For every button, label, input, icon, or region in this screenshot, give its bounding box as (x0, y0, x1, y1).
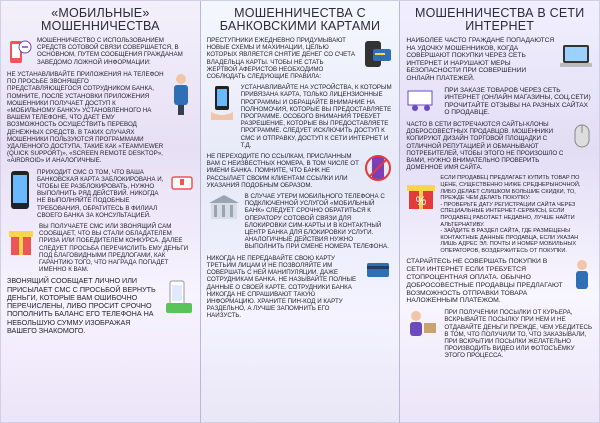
paragraph-block (406, 87, 593, 117)
row (7, 277, 194, 334)
percent-badge: % (416, 194, 427, 209)
paragraph-block (406, 175, 593, 254)
gift-percent-icon (406, 175, 436, 215)
reviews-text: ПРИ ЗАКАЗЕ ТОВАРОВ ЧЕРЕЗ СЕТЬ ИНТЕРНЕТ (ОНЛАЙН МАГАЗИНЫ, СОЦ.СЕТИ) ПРОЧИТАЙТЕ ОТЗЫВЫ НА РАЗНЫХ САЙТАХ О ПРОДАВЦЕ. (444, 86, 591, 117)
laptop-icon (559, 37, 593, 77)
paragraph-block (406, 121, 593, 171)
lock-card-icon (170, 169, 194, 193)
paragraph-block (207, 255, 394, 320)
credit-card-icon (363, 255, 393, 285)
courier-text: ПРИ ПОЛУЧЕНИИ ПОСЫЛКИ ОТ КУРЬЕРА, ВСКРЫВАЙТЕ ПОСЫЛКУ ПРИ НЕМ И НЕ ОТДАВАЙТЕ ДЕНЬГИ ПРЕЖДЕ, ЧЕМ УБЕДИТЕСЬ В ТОМ, ЧТО ПОЛУЧИЛИ ТО, ЧТО ЗАКАЗЫВАЛИ, ПРИ ВСКРЫТИИ ПОСЫЛКИ ЖЕЛАТЕЛЬНО ПРОИЗВОДИТЬ ВИДЕО ИЛИ ФОТОСЪЁМКУ ЭТОГО ПРОЦЕССА. (444, 309, 593, 360)
bank-icon (207, 193, 241, 223)
column-title: МОШЕННИЧЕСТВА С БАНКОВСКИМИ КАРТАМИ (219, 6, 381, 33)
shopping-cart-icon (406, 87, 440, 113)
card-blocked-text: ПРИХОДИТ СМС О ТОМ, ЧТО ВАША БАНКОВСКАЯ КАРТА ЗАБЛОКИРОВАНА И, ЧТОБЫ ЕЕ РАЗБЛОКИРОВАТЬ, НУЖНО ВЫПОЛНИТЬ РЯД ДЕЙСТВИЙ. НИКОГДА НЕ ВЫПОЛНЯЙТЕ ПОДОБНЫЕ ТРЕБОВАНИЯ, ОБРАТИТЕСЬ В ФИЛИАЛ СВОЕГО БАНКА ЗА КОНСУЛЬТАЦИЕЙ. (37, 168, 164, 219)
row (7, 37, 194, 67)
column-title: МОШЕННИЧЕСТВА В СЕТИ ИНТЕРНЕТ (414, 6, 585, 33)
prize-text: ВЫ ПОЛУЧАЕТЕ СМС ИЛИ ЗВОНЯЩИЙ САМ СООБЩАЕТ, ЧТО ВЫ СТАЛИ ОБЛАДАТЕЛЕМ ПРИЗА ИЛИ ПОБЕДИТЕЛЕМ КОНКУРСА. ДАЛЕЕ СЛЕДУЕТ ПРОСЬБА ПЕРЕЧИСЛИТЬ ЕМУ ДЕНЬГИ ПОД БЛАГОВИДНЫМИ ПРЕДЛОГАМИ, КАК ГАРАНТИЮ ТОГО, ЧТО НАГРАДА ПОПАДЕТ ИМЕННО К ВАМ. (39, 223, 189, 274)
paragraph-block (7, 277, 194, 334)
paragraph-block (207, 193, 394, 251)
low-price-text: ЕСЛИ ПРОДАВЕЦ ПРЕДЛАГАЕТ КУПИТЬ ТОВАР ПО ЦЕНЕ, СУЩЕСТВЕННО НИЖЕ СРЕДНЕРЫНОЧНОЙ, ЛИБО ДЕЛАЕТ СЛИШКОМ БОЛЬШИЕ СКИДКИ, ТО, ПРЕЖДЕ ЧЕМ ДЕЛАТЬ ПОКУПКУ: (440, 175, 581, 202)
card-icon (359, 37, 393, 71)
column-title: «МОБИЛЬНЫЕ» МОШЕННИЧЕСТВА (40, 6, 160, 33)
row (406, 309, 593, 359)
prepayment-text: СТАРАЙТЕСЬ НЕ СОВЕРШАТЬ ПОКУПКИ В СЕТИ ИНТЕРНЕТ ЕСЛИ ТРЕБУЕТСЯ СТОПРОЦЕНТНАЯ ОПЛАТА. ОБЫЧНО ДОБРОСОВЕСТНЫЕ ПРОДАВЦЫ ПРЕДЛАГАЮТ ВОЗМОЖНОСТЬ ОТПРАВКИ ТОВАРА НАЛОЖЕННЫМ ПЛАТЕЖОМ. (406, 258, 563, 305)
paragraph-block (7, 37, 194, 67)
phone-hand-icon (207, 84, 237, 124)
licensed-apps-text: УСТАНАВЛИВАЙТЕ НА УСТРОЙСТВА, К КОТОРЫМ ПРИВЯЗАНА КАРТА, ТОЛЬКО ЛИЦЕНЗИОННЫЕ ПРОГРАММЫ И ОБРАЩАЙТЕ ВНИМАНИЕ НА ПОЛНОМОЧИЯ, КОТОРЫЕ ВЫ ПРЕДОСТАВЛЯЕТЕ ПРОГРАММЕ. ОСОБОГО ВНИМАНИЯ ТРЕБУЕТ РАЗРЕШЕНИЕ, КОТОРЫЕ ВЫ ПРЕДОСТАВЛЯЕТЕ ПРОГРАММЕ. СЛЕДУЕТ ИСКЛЮЧИТЬ ДОСТУП К СМС И ОТПРАВКУ, ДОСТУП К СЕТИ ИНТЕРНЕТ И Т.Д. (240, 84, 392, 149)
check-registration-text: - ПРОВЕРЬТЕ ДАТУ РЕГИСТРАЦИИ САЙТА ЧЕРЕЗ СПЕЦИАЛЬНЫЕ ИНТЕРНЕТ-СЕРВИСЫ, ЕСЛИ ПРОДАВЕЦ РАБОТАЕТ НЕДАВНО, ЛУЧШЕ НАЙТИ АЛЬТЕРНАТИВУ. (440, 201, 576, 228)
hand-money-icon (164, 277, 194, 317)
row (406, 258, 593, 305)
row (207, 84, 394, 149)
clone-sites-text: ЧАСТО В СЕТИ ВСТРЕЧАЮТСЯ САЙТЫ-КЛОНЫ ДОБРОСОВЕСТНЫХ ПРОДАВЦОВ. МОШЕННИКИ КОПИРУЮТ ДИЗАЙН ТОРГОВОЙ ПЛОЩАДКИ С ОТЛИЧНОЙ РЕПУТАЦИЕЙ И ОБМАНЫВАЮТ ПОТРЕБИТЕЛЕЙ, ЧТОБЫ ЭТОГО НЕ ПРОИЗОШЛО С ВАМИ, НУЖНО ВНИМАТЕЛЬНО ПРОВЕРИТЬ ДОМЕННОЕ ИМЯ САЙТА. (406, 120, 564, 172)
row (406, 121, 593, 171)
bank-worker-icon (168, 71, 194, 117)
card-third-parties-text: НИКОГДА НЕ ПЕРЕДАВАЙТЕ СВОЮ КАРТУ ТРЕТЬИМ ЛИЦАМ И НЕ ПОЗВОЛЯЙТЕ ИМ СОВЕРШАТЬ С НЕЙ МАНИПУЛЯЦИИ. ДАЖЕ СОТРУДНИКАМ БАНКА. НЕ НАЗЫВАЙТЕ ПОЛНЫЕ ДАННЫЕ О СВОЕЙ КАРТЕ. СОТРУДНИКИ БАНКА НИКОГДА НЕ СПРАШИВАЮТ ТАКУЮ ИНФОРМАЦИЮ. ХРАНИТЕ ПИН-КОД И КАРТУ РАЗДЕЛЬНО, А ЛУЧШЕ ЗАПОМНИТЬ ЕГО НАИЗУСТЬ. (206, 254, 357, 320)
person-icon (571, 258, 593, 292)
paragraph-block (207, 37, 394, 80)
paragraph-block (7, 223, 194, 273)
row (406, 87, 593, 117)
apps-warning-text: НЕ УСТАНАВЛИВАЙТЕ ПРИЛОЖЕНИЯ НА ТЕЛЕФОН ПО ПРОСЬБЕ ЗВОНЯЩЕГО ПРЕДСТАВЛЯЮЩЕГОСЯ СОТРУДНИКОМ БАНКА, ПОМНИТЕ, ПОСЛЕ УСТАНОВКИ ПРИЛОЖЕНИЯ МОШЕННИКИ ПОЛУЧАЕТ ДОСТУП К «МОБИЛЬНОМУ БАНКУ» УСТАНОВЛЕННОГО НА ВАШЕМ ТЕЛЕФОНЕ, ЧТО ДАЕТ ЕМУ ВОЗМОЖНОСТЬ ОСУЩЕСТВИТЬ ПЕРЕВОД ДЕНЕЖНЫХ СРЕДСТВ. В ТАКИХ СЛУЧАЯХ МОШЕННИКИ ПОЛЬЗУЮТСЯ ПРОГРАММАМИ УДАЛЕННОГО ДОСТУПА, ТАКИЕ КАК «TEAMVIEWER (QUICK SUPPORT)», «SCREEN REMOTE DESKTOP», «AIRDROID» И АНАЛОГИЧНЫЕ. (7, 71, 164, 165)
column-mobile-fraud (1, 1, 201, 422)
row (207, 37, 394, 80)
row (7, 169, 194, 219)
links-warning-text: НЕ ПЕРЕХОДИТЕ ПО ССЫЛКАМ, ПРИСЛАННЫМ ВАМ С НЕИЗВЕСТНЫХ НОМЕРА, В ТОМ ЧИСЛЕ ОТ ИМЕНИ БАНКА. ПОМНИТЕ, ЧТО БАНК НЕ РАССЫЛАЕТ СВОИМ КЛИЕНТАМ ССЫЛКИ ИЛИ УКАЗАНИЯ ПОДОБНЫМ ОБРАЗОМ. (206, 153, 359, 189)
rules-intro-text: ПРЕСТУПНИКИ ЕЖЕДНЕВНО ПРИДУМЫВАЮТ НОВЫЕ СХЕМЫ И МАХИНАЦИИ, ЦЕЛЬЮ КОТОРЫХ ЯВЛЯЕТСЯ СНЯТИЕ ДЕНЕГ СО СЧЕТА ВЛАДЕЛЬЦА КАРТЫ. ЧТОБЫ НЕ СТАТЬ ЖЕРТВОЙ АФЕРИСТОВ НЕОБХОДИМО СОБЛЮДАТЬ СЛЕДУЮЩИЕ ПРАВИЛА: (206, 37, 355, 81)
paragraph-block (207, 153, 394, 189)
paragraph-block (406, 37, 593, 83)
row (7, 71, 194, 165)
gift-icon (7, 223, 35, 259)
row (207, 153, 394, 189)
column-card-fraud (201, 1, 401, 422)
row (406, 175, 593, 254)
check-contacts-text: - ЗАЙДИТЕ В РАЗДЕЛ САЙТА, ГДЕ РАЗМЕЩЕНЫ КОНТАКТНЫЕ ДАННЫЕ ПРОДАВЦА, ЕСЛИ УКАЗАН ЛИШЬ АДРЕС ЭЛ. ПОЧТЫ И НОМЕР МОБИЛЬНЫХ ОПЕРАТОРОВ, ВОЗДЕРЖИТЕСЬ ОТ ПОКУПКИ. (440, 228, 579, 254)
column-internet-fraud (400, 1, 599, 422)
no-phone-icon (363, 153, 393, 185)
row (207, 193, 394, 251)
smartphone-icon (7, 169, 33, 211)
row (406, 37, 593, 83)
paragraph-block (7, 169, 194, 219)
intro-text: МОШЕННИЧЕСТВО С ИСПОЛЬЗОВАНИЕМ СРЕДСТВ СОТОВОЙ СВЯЗИ СОВЕРШАЕТСЯ, В ОСНОВНОМ, ПУТЕМ СООБЩЕНИЯ ГРАЖДАНАМ ЗАВЕДОМО ЛОЖНОЙ ИНФОРМАЦИИ: (37, 37, 183, 66)
paragraph-block (7, 71, 194, 165)
phone-call-icon (7, 37, 33, 67)
paragraph-block (207, 84, 394, 149)
delivery-icon (406, 309, 440, 339)
paragraph-block (406, 309, 593, 359)
mouse-icon (571, 121, 593, 151)
return-money-text: ЗВОНЯЩИЙ СООБЩАЕТ ЛИЧНО ИЛИ ПРИСЫЛАЕТ СМС С ПРОСЬБОЙ ВЕРНУТЬ ДЕНЬГИ, КОТОРЫЕ ВАМ ОШИБОЧНО ПЕРЕЧИСЛЕНЫ, ЛИБО ПРОСИТ СРОЧНО ПОПОЛНИТЬ БАЛАНС ЕГО ТЕЛЕФОНА НА НЕБОЛЬШУЮ СУММУ ИЗОБРАЖАЯ ВАШЕГО ЗНАКОМОГО. (7, 276, 156, 335)
lost-phone-text: В СЛУЧАЕ УТЕРИ МОБИЛЬНОГО ТЕЛЕФОНА С ПОДКЛЮЧЕННОЙ УСЛУГОЙ «МОБИЛЬНЫЙ БАНК» СЛЕДУЕТ СРОЧНО ОБРАТИТЬСЯ К ОПЕРАТОРУ СОТОВОЙ СВЯЗИ ДЛЯ БЛОКИРОВКИ СИМ-КАРТЫ И В КОНТАКТНЫЙ ЦЕНТР БАНКА ДЛЯ БЛОКИРОВКИ УСЛУГИ. АНАЛОГИЧНЫЕ ДЕЙСТВИЯ НУЖНО ВЫПОЛНИТЬ ПРИ СМЕНЕ НОМЕРА ТЕЛЕФОНА. (244, 193, 389, 251)
internet-intro-text: НАИБОЛЕЕ ЧАСТО ГРАЖДАНЕ ПОПАДАЮТСЯ НА УДОЧКУ МОШЕННИКОВ, КОГДА СОВЕРШАЮТ ПОКУПКИ ЧЕРЕЗ СЕТЬ ИНТЕРНЕТ И НАРУШАЮТ МЕРЫ БЕЗОПАСНОСТИ ПРИ СОВЕРШЕНИИ ОНЛАЙН ПЛАТЕЖЕЙ. (406, 37, 555, 82)
row (7, 223, 194, 273)
row (207, 255, 394, 320)
paragraph-block (406, 258, 593, 305)
